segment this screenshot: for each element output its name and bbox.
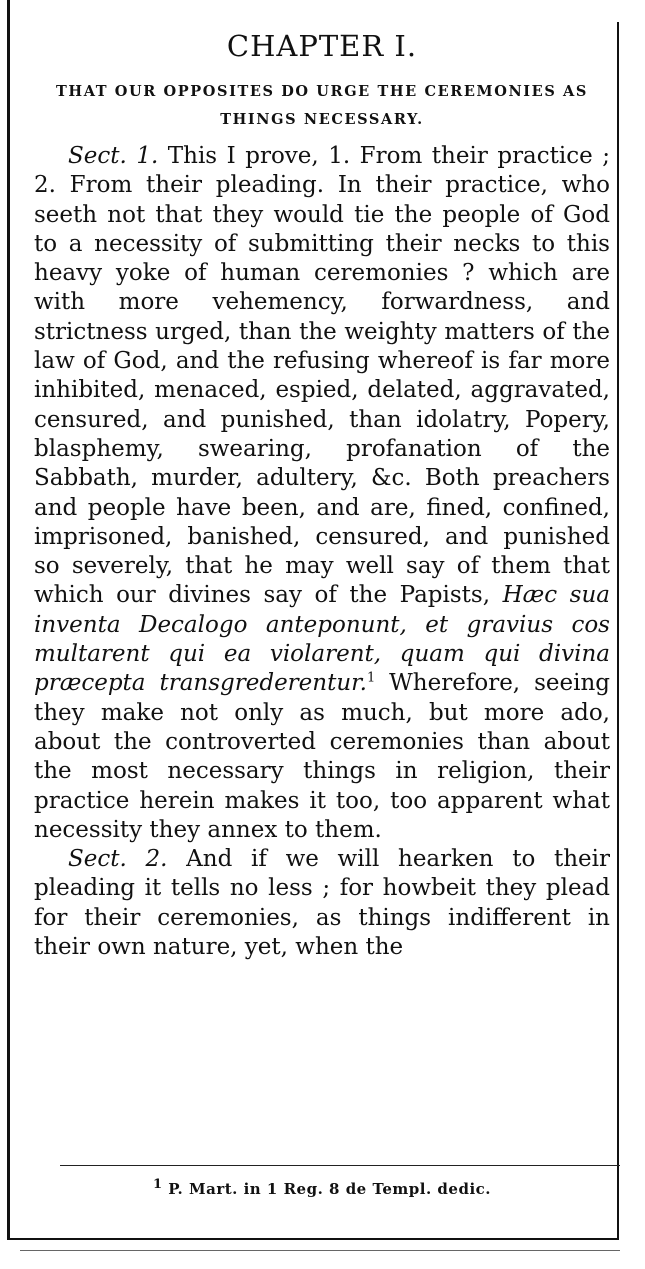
section-1-text-b: Wherefore, seeing they make not only as much, but more ado, about the controverted ceremonies than about the most necessary things in religion, their practice herein makes it too, too apparent what necessity they annex to them. xyxy=(34,670,610,843)
footnote-reference: 1 xyxy=(366,670,376,686)
footnote-mark: 1 xyxy=(152,1177,163,1192)
latin-quotation: Hæc sua inventa Decalogo anteponunt, et gravius cos multarent qui ea violarent, quam qui divina præcepta transgrederentur. xyxy=(34,582,611,697)
section-2-label: Sect. 2. xyxy=(68,846,168,873)
text-column xyxy=(34,28,610,962)
section-1-text-a: This I prove, 1. From their practice ; 2. From their pleading. In their practice, who seeth not that they would tie the people of God to a necessity of submitting their necks to this heavy yoke of human ceremonies ? which are with more vehemency, forwardness, and strictness urged, than the weighty matters of the law of God, and the refusing whereof is far more inhibited, menaced, espied, delated, aggravated, censured, and punished, than idolatry, Popery, blasphemy, swearing, profanation of the Sabbath, murder, adultery, &c. Both preachers and people have been, and are, fined, confined, imprisoned, banished, censured, and punished so severely, that he may well say of them that which our divines say of the Papists, xyxy=(34,143,611,609)
chapter-title: CHAPTER I. xyxy=(226,29,418,63)
section-2-text: And if we will hearken to their pleading it tells no less ; for howbeit they plead for their ceremonies, as things indifferent in their own nature, yet, when the xyxy=(34,846,610,961)
left-border-rule xyxy=(7,0,10,1240)
section-2-paragraph xyxy=(34,845,610,962)
footnote-rule xyxy=(60,1165,620,1166)
bottom-shadow-rule xyxy=(20,1250,620,1251)
right-border-rule xyxy=(617,22,619,1240)
bottom-border-rule xyxy=(7,1238,619,1240)
section-1-label: Sect. 1. xyxy=(68,143,159,169)
chapter-heading: THAT OUR OPPOSITES DO URGE THE CEREMONIES AS THINGS NECESSARY. xyxy=(56,83,588,128)
footnote xyxy=(34,1177,610,1198)
footnote-text: P. Mart. in 1 Reg. 8 de Templ. dedic. xyxy=(168,1180,492,1198)
section-1-paragraph xyxy=(34,142,610,845)
